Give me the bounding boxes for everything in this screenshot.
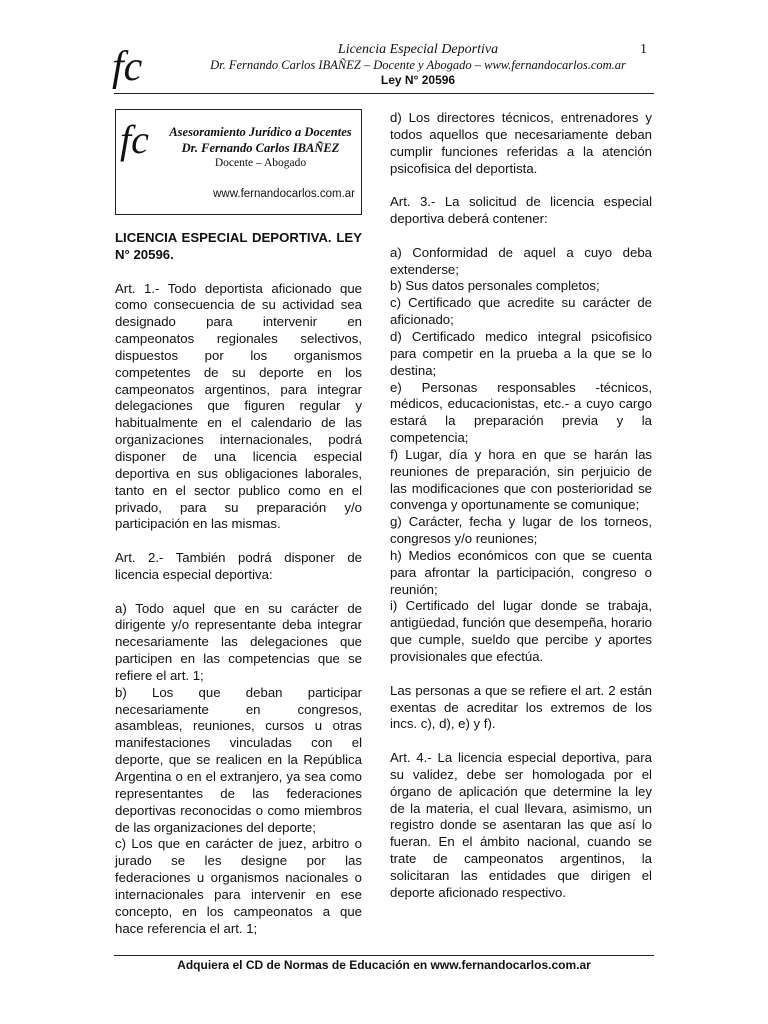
article-3-item-c: c) Certificado que acredite su carácter de aficionado; xyxy=(390,295,652,328)
article-2-item-a: a) Todo aquel que en su carácter de dirigente y/o representante deba integrar necesariamente las delegaciones que participen en las competencias que se refiere el art. 1; xyxy=(115,600,362,683)
article-2-item-d: d) Los directores técnicos, entrenadores y todos aquellos que necesariamente deban cumplir funciones referidas a la atención psicofisica del deportista. xyxy=(390,110,652,176)
article-4: Art. 4.- La licencia especial deportiva, para su validez, debe ser homologada por el órgano de aplicación que determine la ley de la materia, el cual llevara, asimismo, un registro donde se asentaran las que así lo fueran. En el ámbito nacional, cuando se trate de campeonatos argentinos, la solicitaran las entidades que dirigen el deporte aficionado respectivo. xyxy=(390,750,652,900)
header-author-line: Dr. Fernando Carlos IBAÑEZ – Docente y Abogado – www.fernandocarlos.com.ar xyxy=(210,58,626,72)
article-3-item-g: g) Carácter, fecha y lugar de los torneos, congresos y/o reuniones; xyxy=(390,514,652,547)
right-column xyxy=(390,110,652,902)
footer-divider xyxy=(114,955,654,956)
article-2-item-b: b) Los que deban participar necesariamente en congresos, asambleas, reuniones, cursos u otras manifestaciones vinculadas con el deporte, que se realicen en la República Argentina o en el extranjero, ya sea como representantes de las federaciones deportivas reconocidas o como miembros de las organizaciones del deporte; xyxy=(115,684,362,835)
card-name: Dr. Fernando Carlos IBAÑEZ xyxy=(181,141,340,155)
article-3-item-d: d) Certificado medico integral psicofisico para competir en la prueba a la que se lo destina; xyxy=(390,328,652,378)
card-service: Asesoramiento Jurídico a Docentes xyxy=(169,125,352,139)
page-number: 1 xyxy=(640,42,647,57)
header-title: Licencia Especial Deportiva xyxy=(337,42,499,57)
left-column xyxy=(115,230,362,937)
article-3-item-e: e) Personas responsables -técnicos, médicos, educacionistas, etc.- a cuyo cargo estará la preparación previa y la competencia; xyxy=(390,379,652,446)
article-2: Art. 2.- También podrá disponer de licencia especial deportiva: xyxy=(115,550,362,582)
logo: fc xyxy=(112,44,143,90)
header-law-number: Ley N° 20596 xyxy=(380,73,456,87)
article-3-item-f: f) Lugar, día y hora en que se harán las reuniones de preparación, sin perjuicio de las modificaciones que con posterioridad se convenga y oportunamente se comunique; xyxy=(390,446,652,513)
card-profession: Docente – Abogado xyxy=(214,157,307,169)
article-3-exemption: Las personas a que se refiere el art. 2 están exentas de acreditar los extremos de los incs. c), d), e) y f). xyxy=(390,682,652,732)
card-website: www.fernandocarlos.com.ar xyxy=(213,188,355,200)
article-3-item-a: a) Conformidad de aquel a cuyo deba extenderse; xyxy=(390,244,652,277)
article-3-item-h: h) Medios económicos con que se cuenta para afrontar la participación, congreso o reunión; xyxy=(390,547,652,597)
document-heading: LICENCIA ESPECIAL DEPORTIVA. LEY N° 20596. xyxy=(115,230,362,262)
article-3-item-b: b) Sus datos personales completos; xyxy=(390,278,600,294)
article-3-item-i: i) Certificado del lugar donde se trabaja, antigüedad, función que desempeña, horario que cumple, sueldo que percibe y aportes provisionales que efectúa. xyxy=(390,598,652,664)
footer-promo: Adquiera el CD de Normas de Educación en www.fernandocarlos.com.ar xyxy=(177,958,591,972)
article-1: Art. 1.- Todo deportista aficionado que como consecuencia de su actividad sea designado para intervenir en campeonatos regionales selectivos, dispuestos por los organismos competentes de su deporte en los campeonatos argentinos, para integrar delegaciones que figuren regular y habitualmente en el calendario de las organizaciones internacionales, podrá disponer de una licencia especial deportiva en sus obligaciones laborales, tanto en el sector publico como en el privado, para su preparación y/o participación en las mismas. xyxy=(115,280,362,532)
author-card xyxy=(115,109,362,215)
article-3: Art. 3.- La solicitud de licencia especial deportiva deberá contener: xyxy=(390,194,652,227)
header-divider xyxy=(114,93,654,94)
article-2-item-c: c) Los que en carácter de juez, arbitro o jurado se les designe por las federaciones u organismos nacionales o internacionales para intervenir en ese concepto, en los campeonatos a que hace referencia el art. 1; xyxy=(115,836,362,936)
card-logo: fc xyxy=(120,117,149,162)
